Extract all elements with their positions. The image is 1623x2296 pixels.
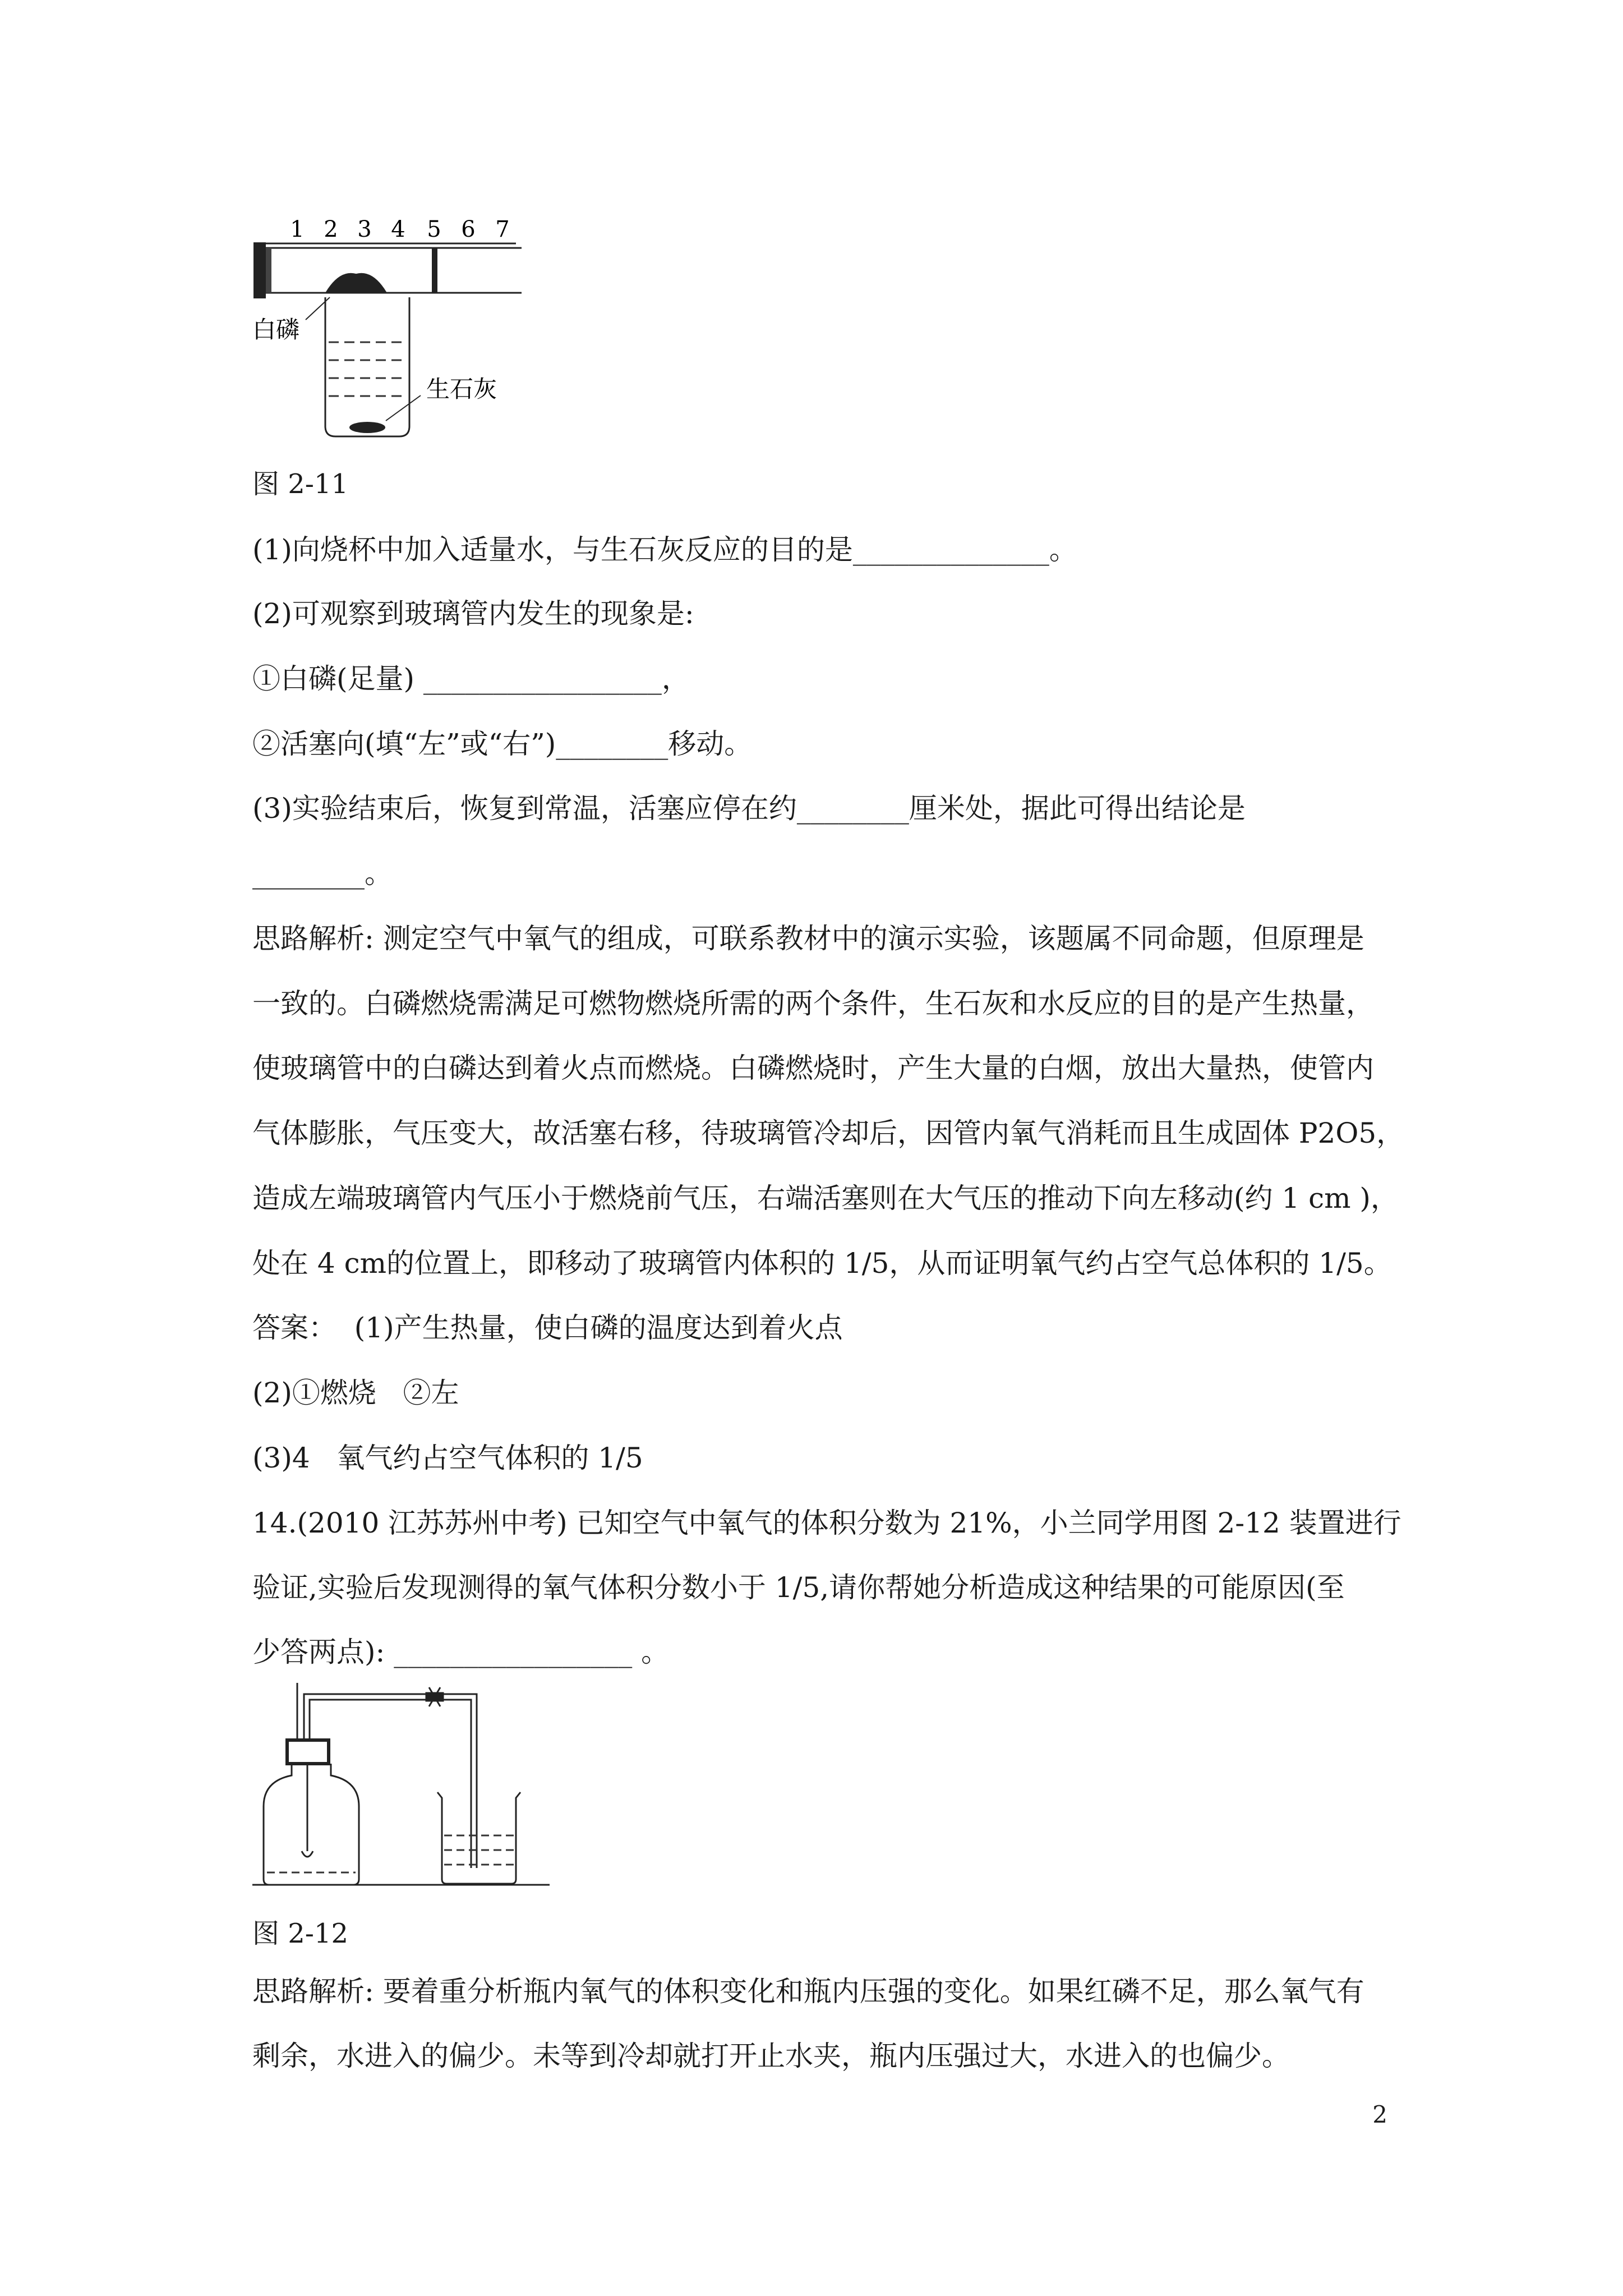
figure-2-11 — [241, 208, 555, 443]
left-stopper — [253, 242, 266, 298]
question-line-6: ________。 — [252, 857, 393, 890]
ruler-tick-2: 2 — [324, 217, 338, 242]
question-line-3: ①白磷(足量) _________________， — [252, 662, 690, 695]
white-phosphorus-pile — [325, 273, 387, 293]
question14-line-3: 少答两点): _________________ 。 — [252, 1636, 670, 1668]
analysis-line-2: 一致的。白磷燃烧需满足可燃物燃烧所需的两个条件，生石灰和水反应的目的是产生热量， — [252, 987, 1374, 1020]
page-number: 2 — [1372, 2101, 1387, 2128]
analysis2-line-2: 剩余，水进入的偏少。未等到冷却就打开止水夹，瓶内压强过大，水进入的也偏少。 — [252, 2040, 1290, 2072]
answer-line-3: (3)4 氧气约占空气体积的 1/5 — [252, 1442, 643, 1474]
question-line-2: (2)可观察到玻璃管内发生的现象是: — [252, 597, 694, 630]
beaker-2 — [437, 1792, 520, 1884]
analysis-line-4: 气体膨胀，气压变大，故活塞右移，待玻璃管冷却后，因管内氧气消耗而且生成固体 P2O5， — [252, 1117, 1405, 1149]
question-line-5: (3)实验结束后，恢复到常温，活塞应停在约________厘米处，据此可得出结论是 — [252, 792, 1246, 825]
question14-line-1: 14.(2010 江苏苏州中考) 已知空气中氧气的体积分数为 21%，小兰同学用图 2-12 装置进行 — [252, 1507, 1401, 1539]
ruler-tick-3: 3 — [357, 217, 372, 242]
label-white-phosphorus: 白磷 — [252, 316, 300, 343]
analysis-line-3: 使玻璃管中的白磷达到着火点而燃烧。白磷燃烧时，产生大量的白烟，放出大量热，使管内 — [252, 1052, 1374, 1084]
ruler-tick-1: 1 — [290, 217, 305, 242]
bottle-stopper — [287, 1740, 329, 1764]
answer-line-1: 答案： (1)产生热量，使白磷的温度达到着火点 — [252, 1312, 843, 1344]
analysis2-line-1: 思路解析: 要着重分析瓶内氧气的体积变化和瓶内压强的变化。如果红磷不足，那么氧气有 — [252, 1975, 1364, 2008]
ruler-tick-6: 6 — [461, 217, 476, 242]
question-line-1: (1)向烧杯中加入适量水，与生石灰反应的目的是______________。 — [252, 533, 1077, 566]
piston — [432, 248, 437, 293]
analysis-line-6: 处在 4 cm的位置上，即移动了玻璃管内体积的 1/5，从而证明氧气约占空气总体积的 1/5。 — [252, 1247, 1392, 1280]
water-clamp — [426, 1687, 443, 1706]
quicklime-blob — [349, 422, 385, 433]
label-quicklime: 生石灰 — [426, 375, 497, 403]
question14-line-2: 验证,实验后发现测得的氧气体积分数小于 1/5,请你帮她分析造成这种结果的可能原因(至 — [252, 1571, 1345, 1604]
ruler-tick-4: 4 — [391, 217, 405, 242]
figure-2-11-caption: 图 2-11 — [252, 468, 349, 500]
connecting-tube — [304, 1694, 477, 1868]
ruler-tick-7: 7 — [495, 217, 510, 242]
answer-line-2: (2)①燃烧 ②左 — [252, 1377, 459, 1409]
ruler-tick-5: 5 — [427, 217, 441, 242]
analysis-line-5: 造成左端玻璃管内气压小于燃烧前气压，右端活塞则在大气压的推动下向左移动(约 1 cm )， — [252, 1182, 1399, 1214]
figure-2-12 — [252, 1677, 555, 1890]
figure-2-12-caption: 图 2-12 — [252, 1918, 349, 1949]
question-line-4: ②活塞向(填“左”或“右”)________移动。 — [252, 728, 753, 760]
analysis-line-1: 思路解析: 测定空气中氧气的组成，可联系教材中的演示实验，该题属不同命题，但原理是 — [252, 922, 1364, 955]
gas-bottle — [264, 1764, 359, 1885]
beaker — [325, 297, 409, 436]
